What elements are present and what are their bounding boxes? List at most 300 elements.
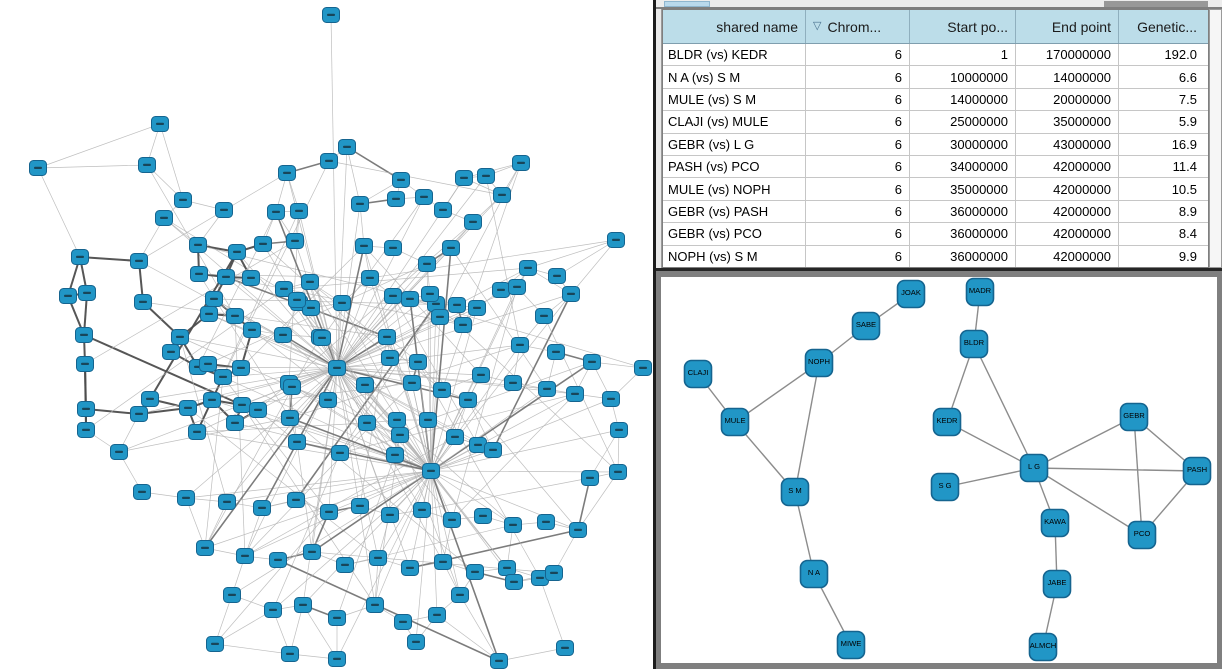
node-label-illegible [193, 431, 201, 433]
graph-node[interactable] [304, 545, 321, 560]
graph-node[interactable] [505, 376, 522, 391]
graph-node-madr[interactable] [967, 279, 994, 306]
graph-node[interactable] [610, 465, 627, 480]
table-vertical-scrollbar[interactable] [1209, 9, 1222, 268]
graph-node[interactable] [402, 561, 419, 576]
graph-node[interactable] [289, 435, 306, 450]
graph-node[interactable] [229, 245, 246, 260]
graph-node[interactable] [452, 588, 469, 603]
node-label-illegible [567, 293, 575, 295]
graph-node[interactable] [382, 351, 399, 366]
node-label: S M [788, 486, 802, 495]
graph-node[interactable] [469, 301, 486, 316]
graph-node[interactable] [207, 637, 224, 652]
graph-node[interactable] [611, 423, 628, 438]
node-label-illegible [543, 388, 551, 390]
node-shape[interactable] [685, 361, 712, 388]
graph-node[interactable] [536, 309, 553, 324]
graph-node[interactable] [234, 398, 251, 413]
graph-node[interactable] [295, 598, 312, 613]
graph-node[interactable] [382, 508, 399, 523]
graph-node[interactable] [362, 271, 379, 286]
graph-node[interactable] [485, 443, 502, 458]
table-row[interactable] [663, 156, 1208, 178]
node-shape[interactable] [1021, 455, 1048, 482]
graph-node[interactable] [402, 292, 419, 307]
table-row[interactable] [663, 246, 1208, 267]
node-label-illegible [571, 393, 579, 395]
graph-node[interactable] [395, 615, 412, 630]
cell-shared-name: GEBR (vs) PASH [663, 201, 806, 222]
cell-value: 35000000 [910, 178, 1016, 199]
graph-node[interactable] [546, 566, 563, 581]
graph-node[interactable] [359, 416, 376, 431]
graph-node-pash[interactable] [1184, 458, 1211, 485]
graph-node[interactable] [218, 270, 235, 285]
node-shape[interactable] [853, 313, 880, 340]
node-label-illegible [274, 559, 282, 561]
graph-node[interactable] [635, 361, 652, 376]
graph-node[interactable] [78, 402, 95, 417]
graph-node[interactable] [227, 416, 244, 431]
node-label-illegible [80, 334, 88, 336]
graph-node[interactable] [570, 523, 587, 538]
graph-node[interactable] [224, 588, 241, 603]
graph-node[interactable] [111, 445, 128, 460]
graph-node[interactable] [563, 287, 580, 302]
graph-node[interactable] [434, 383, 451, 398]
node-label-illegible [536, 577, 544, 579]
node-label-illegible [586, 477, 594, 479]
graph-node[interactable] [357, 378, 374, 393]
table-row[interactable] [663, 134, 1208, 156]
graph-node[interactable] [387, 448, 404, 463]
graph-node[interactable] [539, 382, 556, 397]
cell-value: 8.4 [1178, 226, 1197, 242]
graph-node[interactable] [567, 387, 584, 402]
node-shape[interactable] [1042, 510, 1069, 537]
graph-node[interactable] [329, 361, 346, 376]
node-label-illegible [510, 581, 518, 583]
node-label-illegible [447, 247, 455, 249]
graph-node[interactable] [190, 238, 207, 253]
node-label-illegible [436, 316, 444, 318]
graph-node[interactable] [289, 293, 306, 308]
graph-node[interactable] [389, 413, 406, 428]
graph-node[interactable] [200, 357, 217, 372]
node-label-illegible [156, 123, 164, 125]
graph-node[interactable] [268, 205, 285, 220]
graph-node[interactable] [494, 188, 511, 203]
node-label-illegible [228, 594, 236, 596]
node-label-illegible [460, 177, 468, 179]
node-label-illegible [237, 367, 245, 369]
graph-node[interactable] [444, 513, 461, 528]
graph-node[interactable] [493, 283, 510, 298]
graph-node[interactable] [512, 338, 529, 353]
graph-node[interactable] [320, 393, 337, 408]
cell-value: 42000000 [1016, 246, 1119, 267]
graph-node[interactable] [470, 438, 487, 453]
graph-node[interactable] [603, 392, 620, 407]
graph-node[interactable] [337, 558, 354, 573]
cell-value: 11.4 [1172, 159, 1197, 175]
graph-node[interactable] [204, 393, 221, 408]
graph-node-s-m[interactable] [782, 479, 809, 506]
hscroll-thumb[interactable] [664, 1, 710, 7]
cell-value: 6 [806, 246, 910, 267]
graph-node[interactable] [72, 250, 89, 265]
graph-node[interactable] [250, 403, 267, 418]
graph-node[interactable] [321, 154, 338, 169]
column-header-label: shared name [716, 18, 798, 35]
column-header-3[interactable] [1016, 10, 1119, 43]
graph-node[interactable] [393, 173, 410, 188]
node-label-illegible [343, 146, 351, 148]
graph-node[interactable] [352, 197, 369, 212]
graph-node[interactable] [491, 654, 508, 669]
graph-node[interactable] [77, 357, 94, 372]
node-label-illegible [279, 334, 287, 336]
graph-node[interactable] [352, 499, 369, 514]
graph-node[interactable] [60, 289, 77, 304]
graph-node[interactable] [408, 635, 425, 650]
node-label-illegible [336, 452, 344, 454]
node-shape[interactable] [1184, 458, 1211, 485]
node-label-illegible [286, 417, 294, 419]
table-horizontal-scrollbar[interactable] [656, 0, 1222, 9]
node-shape[interactable] [838, 632, 865, 659]
table-row[interactable] [663, 223, 1208, 245]
graph-node[interactable] [215, 370, 232, 385]
node-label-illegible [433, 614, 441, 616]
graph-node[interactable] [201, 307, 218, 322]
graph-node[interactable] [314, 331, 331, 346]
graph-node[interactable] [206, 292, 223, 307]
graph-node[interactable] [172, 330, 189, 345]
graph-node[interactable] [30, 161, 47, 176]
node-shape[interactable] [932, 474, 959, 501]
graph-node[interactable] [549, 269, 566, 284]
node-shape[interactable] [961, 331, 988, 358]
node-label-illegible [474, 444, 482, 446]
graph-node[interactable] [180, 401, 197, 416]
graph-node[interactable] [449, 298, 466, 313]
graph-node[interactable] [420, 413, 437, 428]
hscroll-thumb-right[interactable] [1104, 1, 1208, 7]
graph-node[interactable] [282, 411, 299, 426]
graph-node-gebr[interactable] [1121, 404, 1148, 431]
graph-node[interactable] [367, 598, 384, 613]
graph-node[interactable] [197, 541, 214, 556]
node-label-illegible [517, 162, 525, 164]
node-label-illegible [205, 313, 213, 315]
graph-node[interactable] [227, 309, 244, 324]
graph-node[interactable] [243, 271, 260, 286]
graph-node[interactable] [131, 254, 148, 269]
graph-node[interactable] [237, 549, 254, 564]
node-label-illegible [272, 211, 280, 213]
graph-node[interactable] [163, 345, 180, 360]
cell-value: 10.5 [1171, 181, 1197, 197]
graph-node[interactable] [465, 215, 482, 230]
cell-value: 8.9 [1178, 204, 1197, 220]
graph-node[interactable] [288, 493, 305, 508]
table-row[interactable] [663, 111, 1208, 133]
node-label-illegible [363, 422, 371, 424]
graph-node[interactable] [422, 287, 439, 302]
graph-node[interactable] [385, 289, 402, 304]
graph-node[interactable] [152, 117, 169, 132]
graph-edge [198, 212, 276, 367]
graph-node[interactable] [175, 193, 192, 208]
graph-node-s-g[interactable] [932, 474, 959, 501]
node-label-illegible [406, 567, 414, 569]
graph-node[interactable] [291, 204, 308, 219]
table-row[interactable] [663, 89, 1208, 111]
graph-node[interactable] [608, 233, 625, 248]
graph-node[interactable] [279, 166, 296, 181]
graph-node[interactable] [582, 471, 599, 486]
graph-node[interactable] [513, 156, 530, 171]
graph-node[interactable] [131, 407, 148, 422]
node-label-illegible [176, 336, 184, 338]
node-shape[interactable] [967, 279, 994, 306]
graph-node[interactable] [379, 330, 396, 345]
graph-node[interactable] [548, 345, 565, 360]
graph-node[interactable] [255, 237, 272, 252]
graph-node[interactable] [270, 553, 287, 568]
graph-node[interactable] [329, 611, 346, 626]
graph-node[interactable] [302, 275, 319, 290]
graph-node[interactable] [432, 310, 449, 325]
node-shape[interactable] [782, 479, 809, 506]
node-label-illegible [424, 419, 432, 421]
graph-edge [38, 165, 147, 168]
column-header-1[interactable] [806, 10, 910, 43]
graph-node[interactable] [416, 190, 433, 205]
graph-node[interactable] [189, 425, 206, 440]
cell-value: 6 [806, 223, 910, 244]
node-label: S G [938, 481, 952, 490]
node-shape[interactable] [898, 281, 925, 308]
graph-node[interactable] [475, 509, 492, 524]
table-row[interactable] [663, 201, 1208, 223]
graph-node-miwe[interactable] [838, 632, 865, 659]
graph-node[interactable] [388, 192, 405, 207]
node-label-illegible [83, 292, 91, 294]
node-label-illegible [471, 571, 479, 573]
graph-node[interactable] [329, 652, 346, 667]
graph-node[interactable] [282, 647, 299, 662]
graph-node[interactable] [191, 267, 208, 282]
graph-node[interactable] [178, 491, 195, 506]
node-label-illegible [497, 289, 505, 291]
graph-node[interactable] [456, 171, 473, 186]
node-label-illegible [482, 175, 490, 177]
graph-node[interactable] [321, 505, 338, 520]
cell-value: 6 [806, 201, 910, 222]
graph-node[interactable] [499, 561, 516, 576]
graph-edge [205, 368, 337, 548]
graph-node-kedr[interactable] [934, 409, 961, 436]
node-shape[interactable] [722, 409, 749, 436]
node-label-illegible [397, 179, 405, 181]
graph-node[interactable] [254, 501, 271, 516]
graph-node[interactable] [334, 296, 351, 311]
graph-node[interactable] [156, 211, 173, 226]
graph-node[interactable] [233, 361, 250, 376]
graph-node[interactable] [287, 234, 304, 249]
node-label-illegible [220, 209, 228, 211]
cell-value: 42000000 [1016, 223, 1119, 244]
graph-node[interactable] [135, 295, 152, 310]
graph-node[interactable] [467, 565, 484, 580]
graph-node[interactable] [435, 203, 452, 218]
node-label-illegible [399, 621, 407, 623]
graph-node-kawa[interactable] [1042, 510, 1069, 537]
graph-node-noph[interactable] [806, 350, 833, 377]
table-row[interactable] [663, 44, 1208, 66]
graph-node-n-a[interactable] [801, 561, 828, 588]
node-label-illegible [423, 263, 431, 265]
cell-shared-name: MULE (vs) S M [663, 89, 806, 110]
column-header-2[interactable] [910, 10, 1016, 43]
graph-node[interactable] [78, 423, 95, 438]
graph-node[interactable] [443, 241, 460, 256]
graph-node[interactable] [323, 8, 340, 23]
graph-node[interactable] [370, 551, 387, 566]
graph-node[interactable] [506, 575, 523, 590]
node-shape[interactable] [801, 561, 828, 588]
node-shape[interactable] [1044, 571, 1071, 598]
node-label-illegible [338, 302, 346, 304]
graph-node[interactable] [429, 608, 446, 623]
subnet-edge [974, 344, 1034, 468]
graph-node-almch[interactable] [1030, 634, 1057, 661]
graph-node-bldr[interactable] [961, 331, 988, 358]
sub-network-view[interactable] [661, 277, 1217, 663]
graph-node[interactable] [79, 286, 96, 301]
column-header-4[interactable] [1119, 10, 1204, 43]
graph-node[interactable] [142, 392, 159, 407]
cell-value: 6 [806, 134, 910, 155]
graph-node[interactable] [478, 169, 495, 184]
graph-node-joak[interactable] [898, 281, 925, 308]
node-label-illegible [233, 251, 241, 253]
graph-node[interactable] [134, 485, 151, 500]
graph-node[interactable] [520, 261, 537, 276]
cell-value: 6 [806, 178, 910, 199]
cell-shared-name: CLAJI (vs) MULE [663, 111, 806, 132]
node-label-illegible [34, 167, 42, 169]
graph-node[interactable] [423, 464, 440, 479]
graph-node[interactable] [404, 376, 421, 391]
node-label-illegible [64, 295, 72, 297]
graph-node-sabe[interactable] [853, 313, 880, 340]
graph-edge [528, 240, 616, 268]
graph-node[interactable] [265, 603, 282, 618]
graph-node[interactable] [356, 239, 373, 254]
cell-value: 35000000 [1016, 111, 1119, 132]
graph-node[interactable] [284, 380, 301, 395]
graph-node[interactable] [244, 323, 261, 338]
graph-node[interactable] [455, 318, 472, 333]
subnet-edges [698, 292, 1197, 647]
graph-node[interactable] [584, 355, 601, 370]
node-label-illegible [412, 641, 420, 643]
node-label-illegible [360, 245, 368, 247]
graph-node[interactable] [332, 446, 349, 461]
graph-node-l-g[interactable] [1021, 455, 1048, 482]
node-label-illegible [550, 572, 558, 574]
node-label-illegible [509, 382, 517, 384]
cell-value: 6 [806, 89, 910, 110]
graph-node[interactable] [460, 393, 477, 408]
graph-node[interactable] [410, 355, 427, 370]
graph-node[interactable] [435, 555, 452, 570]
graph-node[interactable] [76, 328, 93, 343]
graph-node[interactable] [473, 368, 490, 383]
graph-edge [540, 578, 565, 648]
cell-value: 170000000 [1016, 44, 1119, 65]
graph-node[interactable] [275, 328, 292, 343]
graph-node[interactable] [509, 280, 526, 295]
graph-edge [284, 268, 528, 289]
subnet-edge [1134, 417, 1142, 535]
node-label: KAWA [1044, 517, 1066, 526]
graph-node[interactable] [392, 428, 409, 443]
graph-node[interactable] [505, 518, 522, 533]
table-row[interactable] [663, 66, 1208, 88]
node-label-illegible [210, 298, 218, 300]
node-shape[interactable] [1030, 634, 1057, 661]
node-label-illegible [299, 604, 307, 606]
node-label-illegible [456, 594, 464, 596]
node-label-illegible [248, 329, 256, 331]
sub-network-canvas[interactable] [661, 277, 1217, 663]
graph-node[interactable] [538, 515, 555, 530]
column-header-0[interactable] [663, 10, 806, 43]
node-shape[interactable] [806, 350, 833, 377]
node-label-illegible [211, 643, 219, 645]
node-shape[interactable] [934, 409, 961, 436]
node-shape[interactable] [1121, 404, 1148, 431]
graph-node-pco[interactable] [1129, 522, 1156, 549]
node-label-illegible [516, 344, 524, 346]
graph-node[interactable] [339, 140, 356, 155]
graph-node[interactable] [419, 257, 436, 272]
table-row[interactable] [663, 178, 1208, 200]
node-shape[interactable] [1129, 522, 1156, 549]
graph-node-jabe[interactable] [1044, 571, 1071, 598]
cell-shared-name: PASH (vs) PCO [663, 156, 806, 177]
graph-node-claji[interactable] [685, 361, 712, 388]
graph-node[interactable] [139, 158, 156, 173]
graph-node[interactable] [385, 241, 402, 256]
node-label-illegible [383, 336, 391, 338]
graph-node-mule[interactable] [722, 409, 749, 436]
graph-node[interactable] [447, 430, 464, 445]
graph-node[interactable] [219, 495, 236, 510]
node-label: KEDR [936, 416, 958, 425]
node-label-illegible [389, 247, 397, 249]
graph-edge [322, 197, 424, 338]
graph-node[interactable] [414, 503, 431, 518]
graph-node[interactable] [216, 203, 233, 218]
node-label-illegible [208, 399, 216, 401]
graph-node[interactable] [557, 641, 574, 656]
